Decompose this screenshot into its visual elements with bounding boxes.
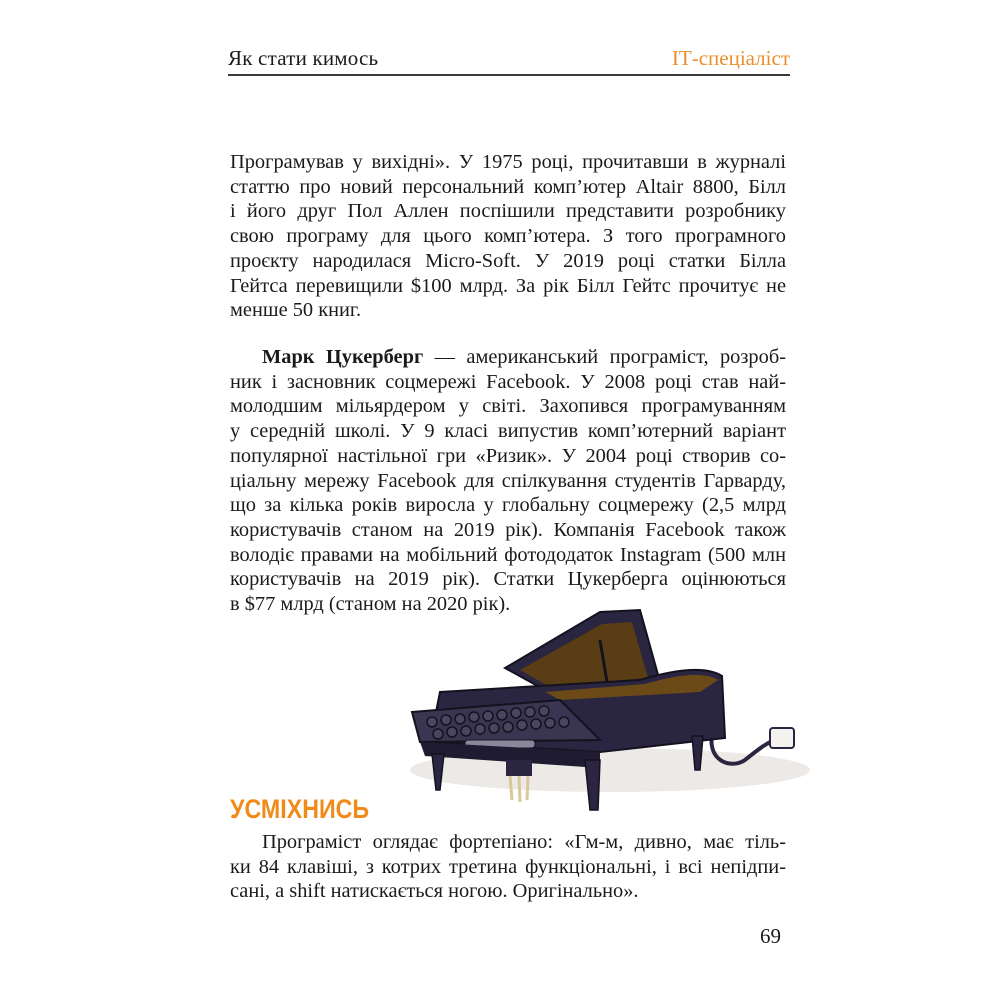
- page-number: 69: [760, 924, 781, 948]
- text-line: Гейтса перевищили $100 млрд. За рік Білл Гейтс прочитує не: [230, 274, 786, 297]
- text-line: що за кілька років виросла у глобальну соцмережу (2,5 млрд: [230, 494, 786, 517]
- text-line: проєкту народилася Micro-Soft. У 2019 році статки Білла: [230, 249, 786, 272]
- text-line: ки 84 клавіші, з котрих третина функціональні, і всі непідпи-: [230, 855, 786, 878]
- text-run: — американський програміст, розроб-: [423, 346, 786, 368]
- text-line: користувачів станом на 2019 рік). Компанія Facebook також: [230, 518, 786, 541]
- section-heading-smile: УСМІХНИСЬ: [230, 794, 370, 824]
- book-title: Як стати кимось: [228, 46, 379, 70]
- text-line: популярної настільної гри «Ризик». У 2004 році створив со-: [230, 444, 786, 467]
- chapter-title: ІТ-спеціаліст: [671, 46, 790, 70]
- piano-leg: [585, 760, 600, 810]
- text-line: ник і засновник соцмережі Facebook. У 2008 році став най-: [230, 370, 786, 393]
- power-plug: [770, 728, 794, 748]
- text-line: і його друг Пол Аллен поспішили представити розробнику: [230, 200, 786, 223]
- pedal-box: [506, 760, 532, 776]
- text-line: сані, а shift натискається ногою. Оригінально».: [230, 880, 639, 903]
- text-line: користувачів на 2019 рік). Статки Цукерберга оцінюються: [230, 568, 786, 591]
- text-line: в $77 млрд (станом на 2020 рік).: [230, 593, 511, 616]
- text-line: свою програму для цього комп’ютера. З того програмного: [230, 225, 786, 248]
- text-line: менше 50 книг.: [230, 299, 362, 322]
- text-line: Програміст оглядає фортепіано: «Гм-м, дивно, має тіль-: [262, 831, 786, 853]
- piano-leg: [432, 754, 444, 790]
- text-line: ціальну мережу Facebook для спілкування студентів Гарварду,: [230, 469, 786, 492]
- person-name: Марк Цукерберг: [262, 346, 424, 368]
- joke-paragraph: [230, 830, 786, 904]
- text-line: у середній школі. У 9 класі випустив комп’ютерний варіант: [230, 420, 786, 443]
- text-line: статтю про новий персональний комп’ютер Altair 8800, Білл: [230, 175, 786, 198]
- text-line: Програмував у вихідні». У 1975 році, прочитавши в журналі: [230, 151, 786, 173]
- text-line: володіє правами на мобільний фотододаток Instagram (500 млн: [230, 543, 786, 566]
- text-line: молодшим мільярдером у світі. Захопився програмуванням: [230, 395, 786, 418]
